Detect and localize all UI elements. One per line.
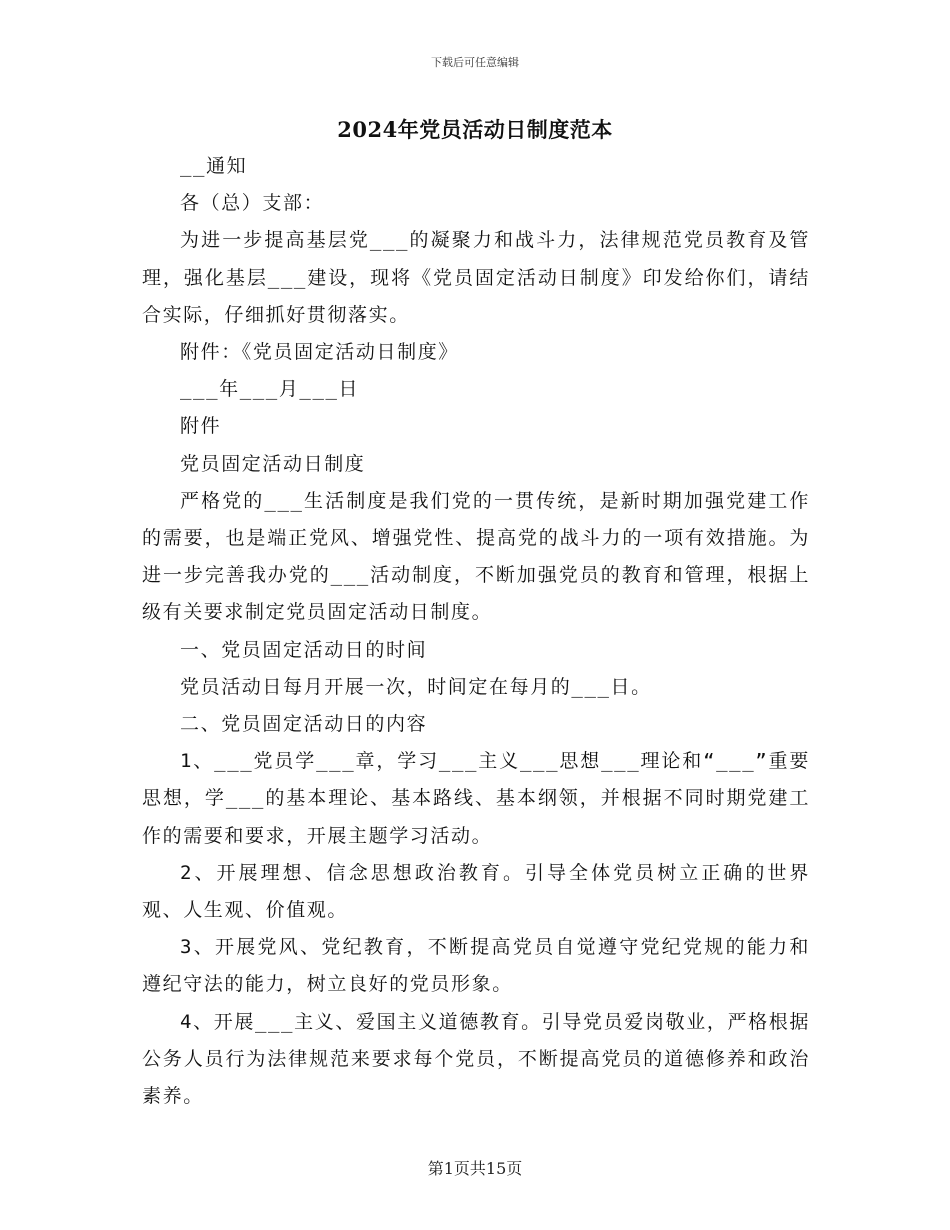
- section-heading-time: 一、党员固定活动日的时间: [180, 638, 428, 661]
- header-note: 下载后可任意编辑: [431, 56, 519, 69]
- attachment-label: 附件: [180, 415, 222, 438]
- notice-heading: __通知: [180, 155, 248, 177]
- page-footer: 第1页共15页: [427, 1159, 523, 1178]
- content-item-4: 4、开展___主义、爱国主义道德教育。引导党员爱岗敬业，严格根据公务人员行为法律规范来要求每个党员，不断提高党员的道德修养和政治素养。: [142, 1010, 810, 1108]
- content-item-3: 3、开展党风、党纪教育，不断提高党员自觉遵守党纪党规的能力和遵纪守法的能力，树立良好的党员形象。: [142, 936, 810, 996]
- salutation: 各（总）支部：: [180, 192, 325, 215]
- date-line: ___年___月___日: [180, 378, 360, 401]
- intro-paragraph: 为进一步提高基层党___的凝聚力和战斗力，法律规范党员教育及管理，强化基层___建设，现将《党员固定活动日制度》印发给你们，请结合实际，仔细抓好贯彻落实。: [142, 229, 810, 326]
- attachment-note: 附件：《党员固定活动日制度》: [180, 341, 459, 364]
- content-item-1: 1、___党员学___章，学习___主义___思想___理论和“___”重要思想，学___的基本理论、基本路线、基本纲领，并根据不同时期党建工作的需要和要求，开展主题学习活动。: [142, 750, 810, 847]
- preamble-paragraph: 严格党的___生活制度是我们党的一贯传统，是新时期加强党建工作的需要，也是端正党风、增强党性、提高党的战斗力的一项有效措施。为进一步完善我办党的___活动制度，不断加强党员的教育和管理，根据上级有关要求制定党员固定活动日制度。: [142, 489, 810, 624]
- time-paragraph: 党员活动日每月开展一次，时间定在每月的___日。: [180, 675, 652, 698]
- attachment-title: 党员固定活动日制度: [180, 452, 366, 475]
- content-item-2: 2、开展理想、信念思想政治教育。引导全体党员树立正确的世界观、人生观、价值观。: [142, 861, 810, 922]
- document-title: 2024年党员活动日制度范本: [337, 117, 613, 142]
- document-body: [142, 148, 810, 1115]
- section-heading-content: 二、党员固定活动日的内容: [180, 713, 428, 736]
